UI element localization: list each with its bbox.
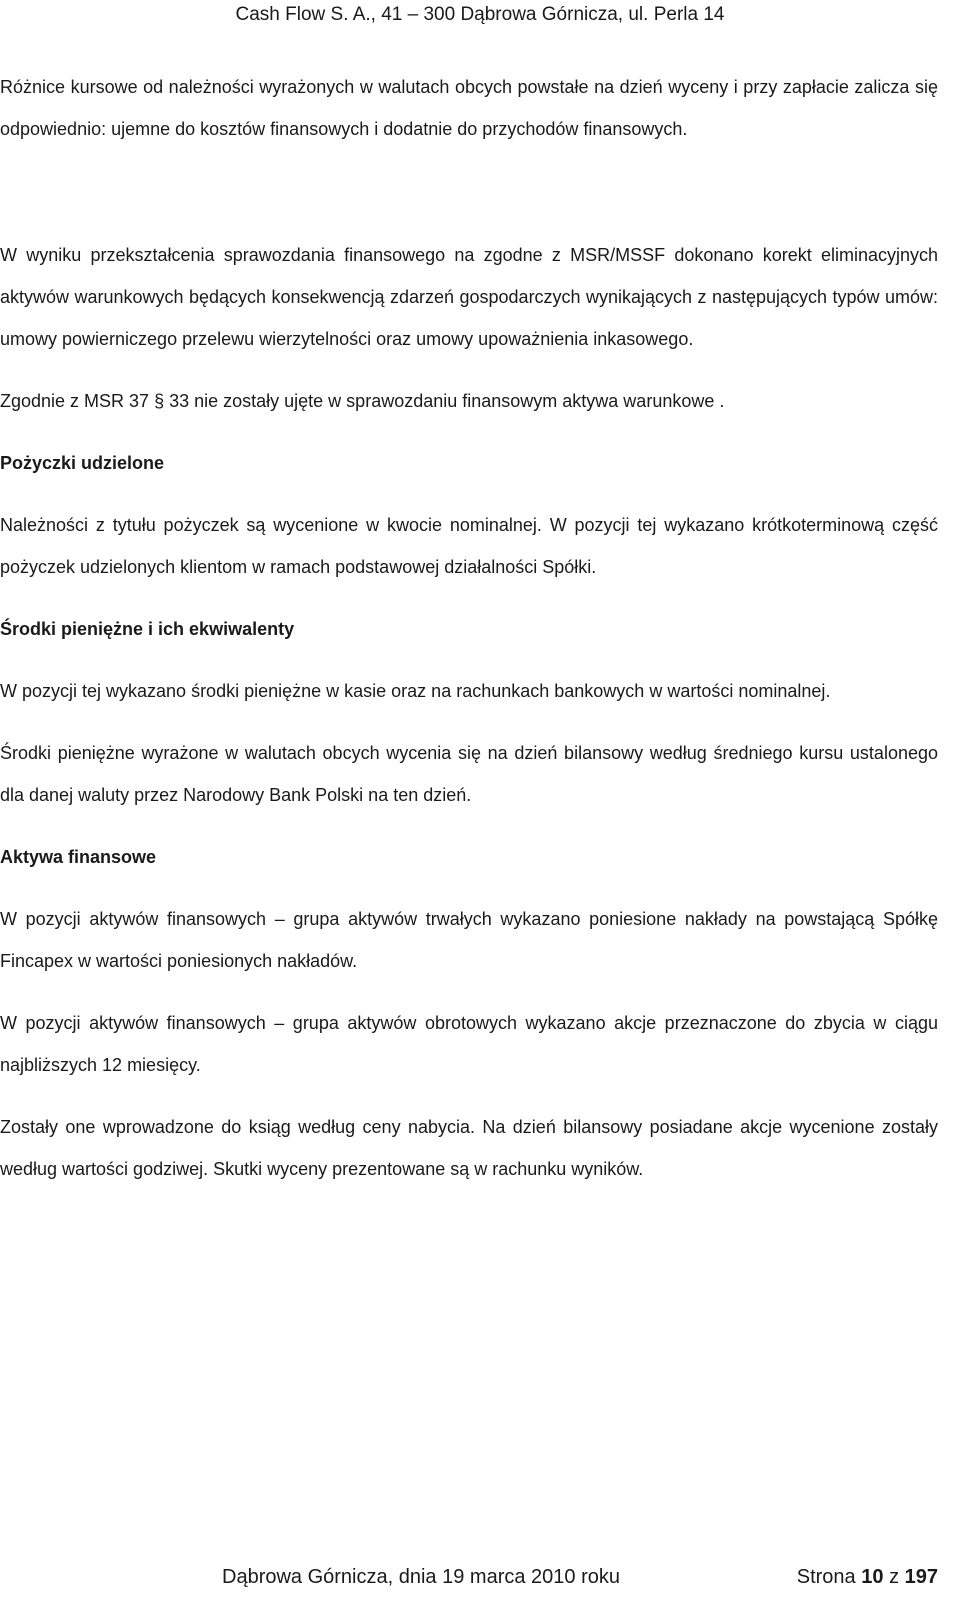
paragraph-cash-foreign: Środki pieniężne wyrażone w walutach obcych wycenia się na dzień bilansowy według średniego kursu ustalonego dla danej waluty przez Narodowy Bank Polski na ten dzień. — [0, 743, 938, 805]
page-number — [797, 1566, 938, 1589]
paragraph-exchange-differences: Różnice kursowe od należności wyrażonych w walutach obcych powstałe na dzień wyceny i przy zapłacie zalicza się odpowiednio: ujemne do kosztów finansowych i dodatnie do przychodów finansowych. — [0, 77, 938, 139]
heading-financial-assets: Aktywa finansowe — [0, 847, 157, 867]
paragraph-fixed-financial-assets: W pozycji aktywów finansowych – grupa aktywów trwałych wykazano poniesione nakłady na powstającą Spółkę Fincapex w wartości poniesionych nakładów. — [0, 909, 938, 971]
paragraph-current-financial-assets: W pozycji aktywów finansowych – grupa aktywów obrotowych wykazano akcje przeznaczone do zbycia w ciągu najbliższych 12 miesięcy. — [0, 1013, 938, 1075]
heading-loans: Pożyczki udzielone — [0, 453, 165, 473]
page-number-current: 10 — [861, 1566, 884, 1588]
paragraph-loans: Należności z tytułu pożyczek są wycenione w kwocie nominalnej. W pozycji tej wykazano krótkoterminową część pożyczek udzielonych klientom w ramach podstawowej działalności Spółki. — [0, 515, 938, 577]
paragraph-msr-adjustments: W wyniku przekształcenia sprawozdania finansowego na zgodne z MSR/MSSF dokonano korekt eliminacyjnych aktywów warunkowych będących konsekwencją zdarzeń gospodarczych wynikających z następujących typów umów: umowy powierniczego przelewu wierzytelności oraz umowy upoważnienia inkasowego. — [0, 245, 938, 349]
heading-cash: Środki pieniężne i ich ekwiwalenty — [0, 619, 295, 639]
page-number-total: 197 — [904, 1566, 938, 1588]
footer-date: Dąbrowa Górnicza, dnia 19 marca 2010 roku — [222, 1566, 620, 1588]
paragraph-cash: W pozycji tej wykazano środki pieniężne w kasie oraz na rachunkach bankowych w wartości nominalnej. — [0, 681, 831, 701]
page-number-separator: z — [889, 1566, 900, 1588]
page-number-prefix: Strona — [796, 1566, 856, 1588]
page-footer — [0, 1564, 960, 1594]
page-header: Cash Flow S. A., 41 – 300 Dąbrowa Górnicza, ul. Perla 14 — [235, 4, 725, 25]
paragraph-valuation: Zostały one wprowadzone do ksiąg według ceny nabycia. Na dzień bilansowy posiadane akcje wycenione zostały według wartości godziwej. Skutki wyceny prezentowane są w rachunku wyników. — [0, 1117, 938, 1179]
paragraph-msr-37: Zgodnie z MSR 37 § 33 nie zostały ujęte w sprawozdaniu finansowym aktywa warunkowe . — [0, 391, 725, 411]
page-content — [0, 66, 938, 1190]
